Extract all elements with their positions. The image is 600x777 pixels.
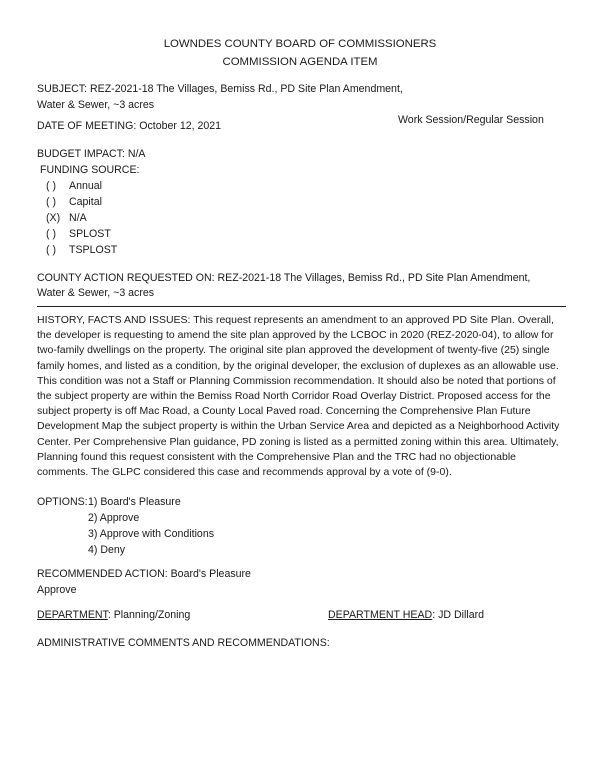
checkbox-marker: ( ) xyxy=(46,196,56,208)
department-head-label: DEPARTMENT HEAD xyxy=(328,609,433,621)
session-type: Work Session/Regular Session xyxy=(398,114,544,126)
document-subtitle: COMMISSION AGENDA ITEM xyxy=(222,56,378,68)
option-item: 1) Board's Pleasure xyxy=(88,496,181,508)
department-head-value: : JD Dillard xyxy=(432,609,485,621)
budget-impact: BUDGET IMPACT: N/A xyxy=(37,148,146,160)
option-item: 3) Approve with Conditions xyxy=(88,528,215,540)
subject-line-1: SUBJECT: REZ-2021-18 The Villages, Bemiss Rd., PD Site Plan Amendment, xyxy=(37,83,403,95)
department-label: DEPARTMENT xyxy=(37,609,108,621)
administrative-comments-label: ADMINISTRATIVE COMMENTS AND RECOMMENDATIONS: xyxy=(37,637,330,649)
funding-source-splost xyxy=(46,228,111,240)
checkbox-marker: ( ) xyxy=(46,180,56,192)
option-item: 2) Approve xyxy=(88,512,140,524)
funding-source-label: N/A xyxy=(69,212,87,224)
recommended-action-value: Approve xyxy=(37,584,77,596)
options-label: OPTIONS: xyxy=(37,496,88,508)
checkbox-marker: ( ) xyxy=(46,244,56,256)
county-action-requested: COUNTY ACTION REQUESTED ON: REZ-2021-18 The Villages, Bemiss Rd., PD Site Plan Amendment, Water & Sewer, ~3 acres xyxy=(37,272,531,300)
section-divider xyxy=(37,306,566,307)
history-facts-issues: HISTORY, FACTS AND ISSUES: This request represents an amendment to an approved PD Site Plan. Overall, the developer is requesting to amend the site plan approved by the LCBOC in 2020 (REZ-2020-04), to allow for two-family dwellings on the property. The original site plan approved the development of twenty-five (25) single family homes, and listed as a condition, by the original developer, the exclusion of duplexes as an allowable use. This condition was not a Staff or Planning Commission recommendation. It should also be noted that portions of the subject property are within the Bemiss Road North Corridor Road Overlay District. Proposed access for the subject property is off Mac Road, a County Local Paved road. Concerning the Comprehensive Plan Future Development Map the subject property is within the Urban Service Area and depicted as a Neighborhood Activity Center. Per Comprehensive Plan guidance, PD zoning is listed as a permitted zoning within this area. Ultimately, Planning found this request consistent with the Comprehensive Plan and the TRC had no objectionable comments. The GLPC considered this case and recommends approval by a vote of (9-0). xyxy=(37,314,560,479)
checkbox-marker: ( ) xyxy=(46,228,56,240)
funding-source-annual xyxy=(46,180,102,192)
checkbox-marker-checked: (X) xyxy=(46,212,61,224)
funding-source-label: TSPLOST xyxy=(69,244,118,256)
funding-source-tsplost xyxy=(46,244,117,256)
funding-source-na xyxy=(46,212,87,224)
meeting-date: DATE OF MEETING: October 12, 2021 xyxy=(37,120,222,132)
department xyxy=(37,609,190,621)
recommended-action: RECOMMENDED ACTION: Board's Pleasure xyxy=(37,568,251,580)
subject-line-2: Water & Sewer, ~3 acres xyxy=(37,99,155,111)
department-value: : Planning/Zoning xyxy=(107,609,191,621)
funding-source-label: Annual xyxy=(69,180,102,192)
funding-source-label: Capital xyxy=(69,196,102,208)
department-head xyxy=(328,609,484,621)
funding-source-label: FUNDING SOURCE: xyxy=(40,164,140,176)
option-item: 4) Deny xyxy=(88,544,126,556)
document-title: LOWNDES COUNTY BOARD OF COMMISSIONERS xyxy=(163,38,437,50)
funding-source-label: SPLOST xyxy=(69,228,111,240)
funding-source-capital xyxy=(46,196,102,208)
